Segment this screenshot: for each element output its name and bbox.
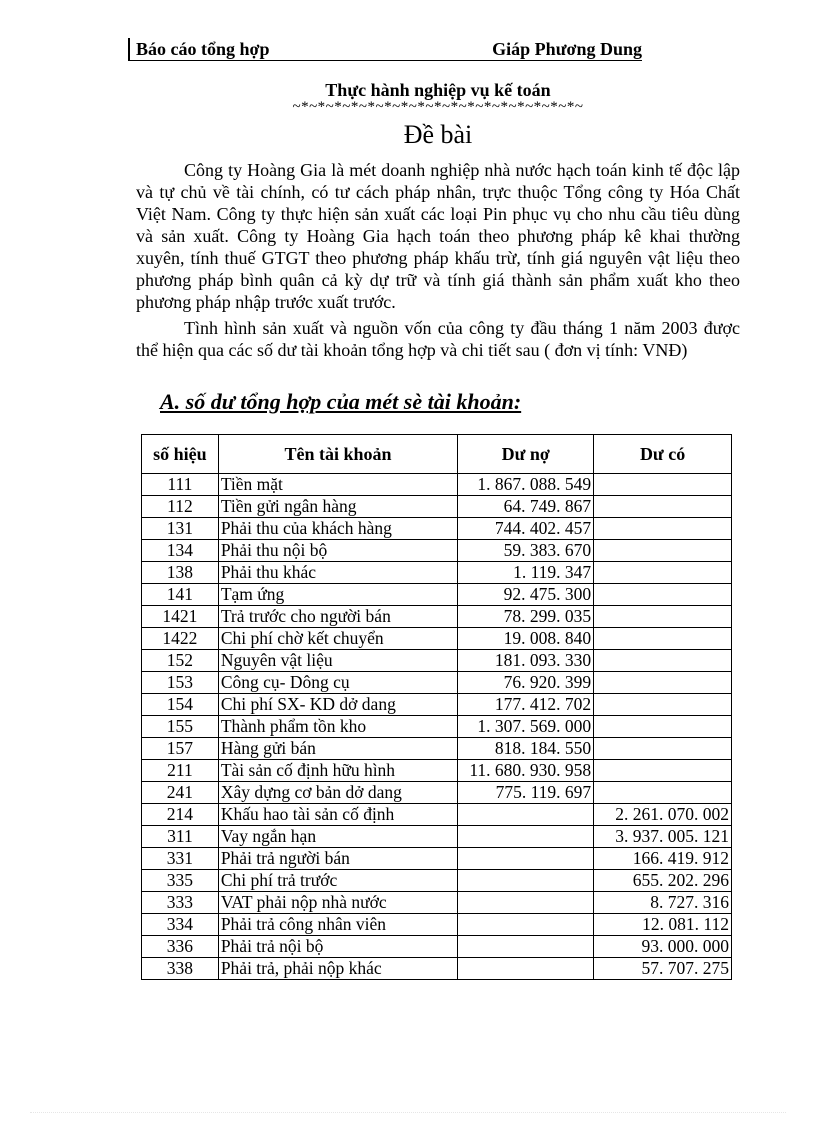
debit-cell <box>458 804 594 826</box>
account-code-cell: 112 <box>142 496 219 518</box>
account-code-cell: 154 <box>142 694 219 716</box>
table-row <box>142 870 732 892</box>
account-code-cell: 214 <box>142 804 219 826</box>
debit-cell: 78. 299. 035 <box>458 606 594 628</box>
table-row <box>142 936 732 958</box>
credit-cell <box>594 518 732 540</box>
debit-cell <box>458 826 594 848</box>
credit-cell: 8. 727. 316 <box>594 892 732 914</box>
account-name-cell: VAT phải nộp nhà nước <box>218 892 457 914</box>
header-author: Giáp Phương Dung <box>492 39 642 59</box>
account-name-cell: Vay ngắn hạn <box>218 826 457 848</box>
credit-cell <box>594 738 732 760</box>
account-name-cell: Xây dựng cơ bản dở dang <box>218 782 457 804</box>
page-footer-divider <box>30 1112 786 1113</box>
account-name-cell: Phải trả, phải nộp khác <box>218 958 457 980</box>
account-name-cell: Trả trước cho người bán <box>218 606 457 628</box>
account-code-cell: 311 <box>142 826 219 848</box>
credit-cell: 2. 261. 070. 002 <box>594 804 732 826</box>
credit-cell: 93. 000. 000 <box>594 936 732 958</box>
document-title: Đề bài <box>403 120 473 149</box>
debit-cell: 64. 749. 867 <box>458 496 594 518</box>
credit-cell <box>594 672 732 694</box>
account-name-cell: Thành phẩm tồn kho <box>218 716 457 738</box>
credit-cell <box>594 694 732 716</box>
account-name-cell: Chi phí chờ kết chuyển <box>218 628 457 650</box>
account-code-cell: 134 <box>142 540 219 562</box>
table-row <box>142 892 732 914</box>
header-debit: Dư nợ <box>458 435 594 474</box>
decorative-divider: ~*~*~*~*~*~*~*~*~*~*~*~*~*~*~*~*~*~ <box>292 99 584 115</box>
account-name-cell: Chi phí SX- KD dở dang <box>218 694 457 716</box>
debit-cell: 59. 383. 670 <box>458 540 594 562</box>
account-name-cell: Nguyên vật liệu <box>218 650 457 672</box>
header-credit: Dư có <box>594 435 732 474</box>
table-row <box>142 760 732 782</box>
credit-cell <box>594 760 732 782</box>
table-row <box>142 650 732 672</box>
account-balance-table <box>141 434 732 980</box>
account-name-cell: Tạm ứng <box>218 584 457 606</box>
account-name-cell: Tài sản cố định hữu hình <box>218 760 457 782</box>
credit-cell: 57. 707. 275 <box>594 958 732 980</box>
credit-cell <box>594 496 732 518</box>
table-row <box>142 606 732 628</box>
credit-cell <box>594 606 732 628</box>
account-name-cell: Phải trả nội bộ <box>218 936 457 958</box>
table-row <box>142 826 732 848</box>
debit-cell: 76. 920. 399 <box>458 672 594 694</box>
account-code-cell: 155 <box>142 716 219 738</box>
account-name-cell: Phải thu nội bộ <box>218 540 457 562</box>
credit-cell <box>594 650 732 672</box>
account-code-cell: 336 <box>142 936 219 958</box>
account-name-cell: Tiền gửi ngân hàng <box>218 496 457 518</box>
table-row <box>142 540 732 562</box>
table-row <box>142 914 732 936</box>
header-account-code: số hiệu <box>142 435 219 474</box>
account-name-cell: Phải thu khác <box>218 562 457 584</box>
table-body <box>142 474 732 980</box>
account-code-cell: 335 <box>142 870 219 892</box>
credit-cell <box>594 628 732 650</box>
debit-cell: 744. 402. 457 <box>458 518 594 540</box>
table-row <box>142 672 732 694</box>
account-code-cell: 111 <box>142 474 219 496</box>
credit-cell: 166. 419. 912 <box>594 848 732 870</box>
account-code-cell: 157 <box>142 738 219 760</box>
credit-cell <box>594 540 732 562</box>
credit-cell: 12. 081. 112 <box>594 914 732 936</box>
account-name-cell: Khấu hao tài sản cố định <box>218 804 457 826</box>
credit-cell: 3. 937. 005. 121 <box>594 826 732 848</box>
debit-cell: 818. 184. 550 <box>458 738 594 760</box>
account-code-cell: 152 <box>142 650 219 672</box>
table-row <box>142 496 732 518</box>
debit-cell: 92. 475. 300 <box>458 584 594 606</box>
table-row <box>142 694 732 716</box>
account-name-cell: Chi phí trả trước <box>218 870 457 892</box>
table-row <box>142 518 732 540</box>
debit-cell <box>458 870 594 892</box>
page-header <box>128 38 642 61</box>
table-row <box>142 848 732 870</box>
header-account-name: Tên tài khoản <box>218 435 457 474</box>
debit-cell: 11. 680. 930. 958 <box>458 760 594 782</box>
account-code-cell: 331 <box>142 848 219 870</box>
account-name-cell: Công cụ- Dông cụ <box>218 672 457 694</box>
document-subtitle: Thực hành nghiệp vụ kế toán <box>325 80 551 100</box>
account-code-cell: 1422 <box>142 628 219 650</box>
situation-paragraph: Tình hình sản xuất và nguồn vốn của công ty đầu tháng 1 năm 2003 được thể hiện qua các số dư tài khoản tổng hợp và chi tiết sau ( đơn vị tính: VNĐ) <box>136 318 740 360</box>
table-header-row <box>142 435 732 474</box>
table-row <box>142 628 732 650</box>
credit-cell <box>594 474 732 496</box>
debit-cell: 1. 119. 347 <box>458 562 594 584</box>
section-heading: A. số dư tổng hợp của mét sè tài khoản: <box>160 389 522 414</box>
account-code-cell: 131 <box>142 518 219 540</box>
table-row <box>142 716 732 738</box>
account-name-cell: Phải thu của khách hàng <box>218 518 457 540</box>
table-row <box>142 738 732 760</box>
table-row <box>142 584 732 606</box>
table-row <box>142 958 732 980</box>
table-row <box>142 562 732 584</box>
account-code-cell: 141 <box>142 584 219 606</box>
intro-paragraph: Công ty Hoàng Gia là mét doanh nghiệp nhà nước hạch toán kinh tế độc lập và tự chủ về tài chính, có tư cách pháp nhân, trực thuộc Tổng công ty Hóa Chất Việt Nam. Công ty thực hiện sản xuất các loại Pin phục vụ cho nhu cầu tiêu dùng và sản xuất. Công ty Hoàng Gia hạch toán theo phương pháp kê khai thường xuyên, tính thuế GTGT theo phương pháp khấu trừ, tính giá nguyên vật liệu theo phương pháp bình quân cả kỳ dự trữ và tính giá thành sản phẩm xuất kho theo phương pháp nhập trước xuất trước. <box>136 160 740 312</box>
debit-cell: 177. 412. 702 <box>458 694 594 716</box>
account-code-cell: 334 <box>142 914 219 936</box>
debit-cell <box>458 892 594 914</box>
account-name-cell: Hàng gửi bán <box>218 738 457 760</box>
credit-cell <box>594 782 732 804</box>
table-row <box>142 804 732 826</box>
debit-cell <box>458 958 594 980</box>
account-name-cell: Phải trả công nhân viên <box>218 914 457 936</box>
table-row <box>142 474 732 496</box>
debit-cell: 1. 307. 569. 000 <box>458 716 594 738</box>
debit-cell <box>458 848 594 870</box>
credit-cell: 655. 202. 296 <box>594 870 732 892</box>
table-row <box>142 782 732 804</box>
account-name-cell: Tiền mặt <box>218 474 457 496</box>
account-name-cell: Phải trả người bán <box>218 848 457 870</box>
header-left-title: Báo cáo tổng hợp <box>136 39 270 59</box>
account-code-cell: 333 <box>142 892 219 914</box>
debit-cell <box>458 936 594 958</box>
debit-cell: 181. 093. 330 <box>458 650 594 672</box>
account-code-cell: 211 <box>142 760 219 782</box>
debit-cell <box>458 914 594 936</box>
credit-cell <box>594 716 732 738</box>
debit-cell: 1. 867. 088. 549 <box>458 474 594 496</box>
account-code-cell: 138 <box>142 562 219 584</box>
account-code-cell: 338 <box>142 958 219 980</box>
debit-cell: 19. 008. 840 <box>458 628 594 650</box>
credit-cell <box>594 584 732 606</box>
account-code-cell: 153 <box>142 672 219 694</box>
credit-cell <box>594 562 732 584</box>
debit-cell: 775. 119. 697 <box>458 782 594 804</box>
account-code-cell: 241 <box>142 782 219 804</box>
account-code-cell: 1421 <box>142 606 219 628</box>
